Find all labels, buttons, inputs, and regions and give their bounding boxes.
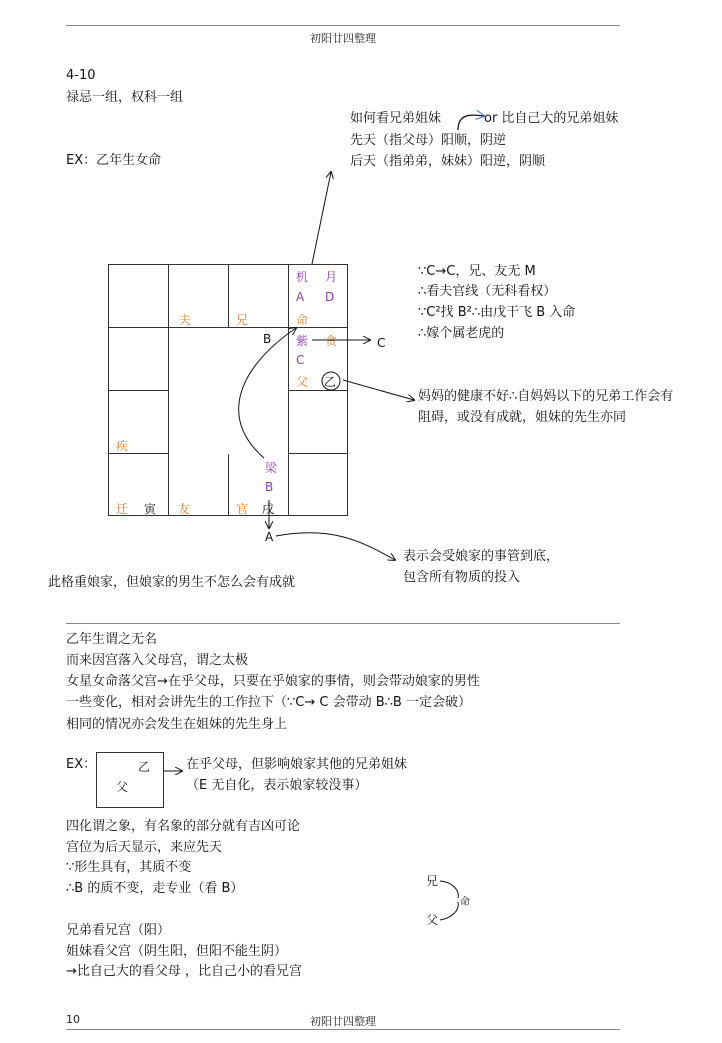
- transform-a: A: [296, 290, 305, 304]
- palace-travel: 迁: [116, 502, 129, 516]
- note-right-line3: ∵C²找 B²∴由戊干飞 B 入命: [418, 305, 576, 320]
- siblings-or-arrow: [458, 115, 484, 130]
- palace-spouse: 夫: [179, 313, 192, 327]
- note-family-line2: 包含所有物质的投入: [403, 570, 521, 585]
- label-c-right: C: [377, 336, 386, 350]
- date-label: 4-10: [66, 68, 96, 83]
- palace-friends: 友: [178, 502, 191, 516]
- note-bottom-left: 此格重娘家，但娘家的男生不怎么会有成就: [48, 575, 296, 590]
- branch-xu: 戌: [262, 502, 275, 516]
- example2-box-bottom: 父: [116, 780, 129, 794]
- note-right-line1: ∵C→C，兄、友无 M: [418, 264, 536, 279]
- star-tan: 贪: [325, 334, 338, 348]
- label-a-below: A: [265, 530, 274, 544]
- star-zi: 紫: [296, 334, 309, 348]
- transform-d: D: [325, 290, 335, 304]
- example2-line2: （E 无自化，表示娘家较没事）: [186, 778, 368, 793]
- sec2-line: 一些变化，相对会讲先生的工作拉下（∵C→ C 会带动 B∴B 一定会破）: [66, 695, 471, 710]
- palace-career: 官: [236, 502, 249, 516]
- siblings-line3: 后天（指弟弟，妹妹）阳逆，阴顺: [350, 154, 546, 169]
- mini-xiong: 兄: [426, 874, 439, 888]
- sec3-line: ∵形生具有，其质不变: [66, 860, 192, 875]
- note-mother-line1: 妈妈的健康不好∴自妈妈以下的兄弟工作会有: [418, 389, 674, 404]
- subtitle: 禄忌一组，权科一组: [66, 90, 184, 105]
- mini-curve-top: [440, 881, 458, 898]
- sec3-line: ∴B 的质不变，走专业（看 B）: [66, 881, 244, 896]
- siblings-line1-alt: or 比自己大的兄弟姐妹: [484, 111, 619, 126]
- mini-fu: 父: [426, 913, 439, 927]
- star-ji: 机: [296, 270, 309, 284]
- circle-yi: [322, 372, 340, 390]
- note-family-line1: 表示会受娘家的事管到底，: [403, 549, 560, 564]
- label-b-left: B: [263, 332, 272, 346]
- example2-line1: 在乎父母，但影响娘家其他的兄弟姐妹: [186, 757, 408, 772]
- sec2-line: 女星女命落父宫→在乎父母，只要在乎娘家的事情，则会带动娘家的男性: [66, 674, 480, 689]
- mini-curve-bottom: [440, 902, 458, 920]
- star-liang: 梁: [265, 461, 278, 475]
- note-right-line4: ∴嫁个属老虎的: [418, 326, 505, 341]
- sec4-line: →比自己大的看父母 ，比自己小的看兄宫: [66, 964, 303, 979]
- siblings-line2: 先天（指父母）阳顺，阴逆: [350, 133, 507, 148]
- section-divider: [66, 623, 620, 624]
- footer-rule: [66, 1029, 620, 1030]
- header-title: 初阳廿四整理: [310, 32, 376, 45]
- sec2-line: 乙年生谓之无名: [66, 632, 158, 647]
- example2-label: EX：: [66, 757, 97, 772]
- sec4-line: 姐妹看父宫（阴生阳，但阳不能生阴）: [66, 944, 288, 959]
- stem-yi-circled: 乙: [324, 375, 337, 389]
- footer-page-number: 10: [66, 1013, 80, 1026]
- sec2-line: 相同的情况亦会发生在姐妹的先生身上: [66, 717, 288, 732]
- sec2-line: 而来因宫落入父母宫，谓之太极: [66, 653, 249, 668]
- star-yue: 月: [325, 270, 338, 284]
- siblings-line1: 如何看兄弟姐妹: [350, 111, 442, 126]
- palace-siblings: 兄: [236, 313, 249, 327]
- transform-c: C: [296, 353, 305, 367]
- mini-ming: 命: [460, 897, 470, 908]
- branch-yin: 寅: [144, 502, 157, 516]
- example2-box: [96, 752, 164, 808]
- example2-box-top: 乙: [138, 760, 151, 774]
- palace-life: 命: [296, 313, 309, 327]
- note-mother-line2: 阻碍，或没有成就，姐妹的先生亦同: [418, 410, 627, 425]
- footer-title: 初阳廿四整理: [310, 1015, 376, 1028]
- arrow-b-to-ming: [239, 328, 296, 458]
- note-right-line2: ∴看夫官线（无科看权）: [418, 284, 557, 299]
- palace-health: 疾: [116, 439, 129, 453]
- palace-parents: 父: [296, 375, 309, 389]
- arrow-to-siblings-note: [312, 172, 331, 264]
- arrow-a-to-family-note: [276, 533, 395, 560]
- sec3-line: 宫位为后天显示，来应先天: [66, 840, 223, 855]
- sec4-line: 兄弟看兄宫（阳）: [66, 923, 171, 938]
- arrow-yi-to-mother-note: [343, 380, 414, 400]
- sec3-line: 四化谓之象，有名象的部分就有吉凶可论: [66, 819, 301, 834]
- transform-b: B: [265, 480, 274, 494]
- example-label: EX：乙年生女命: [66, 153, 162, 168]
